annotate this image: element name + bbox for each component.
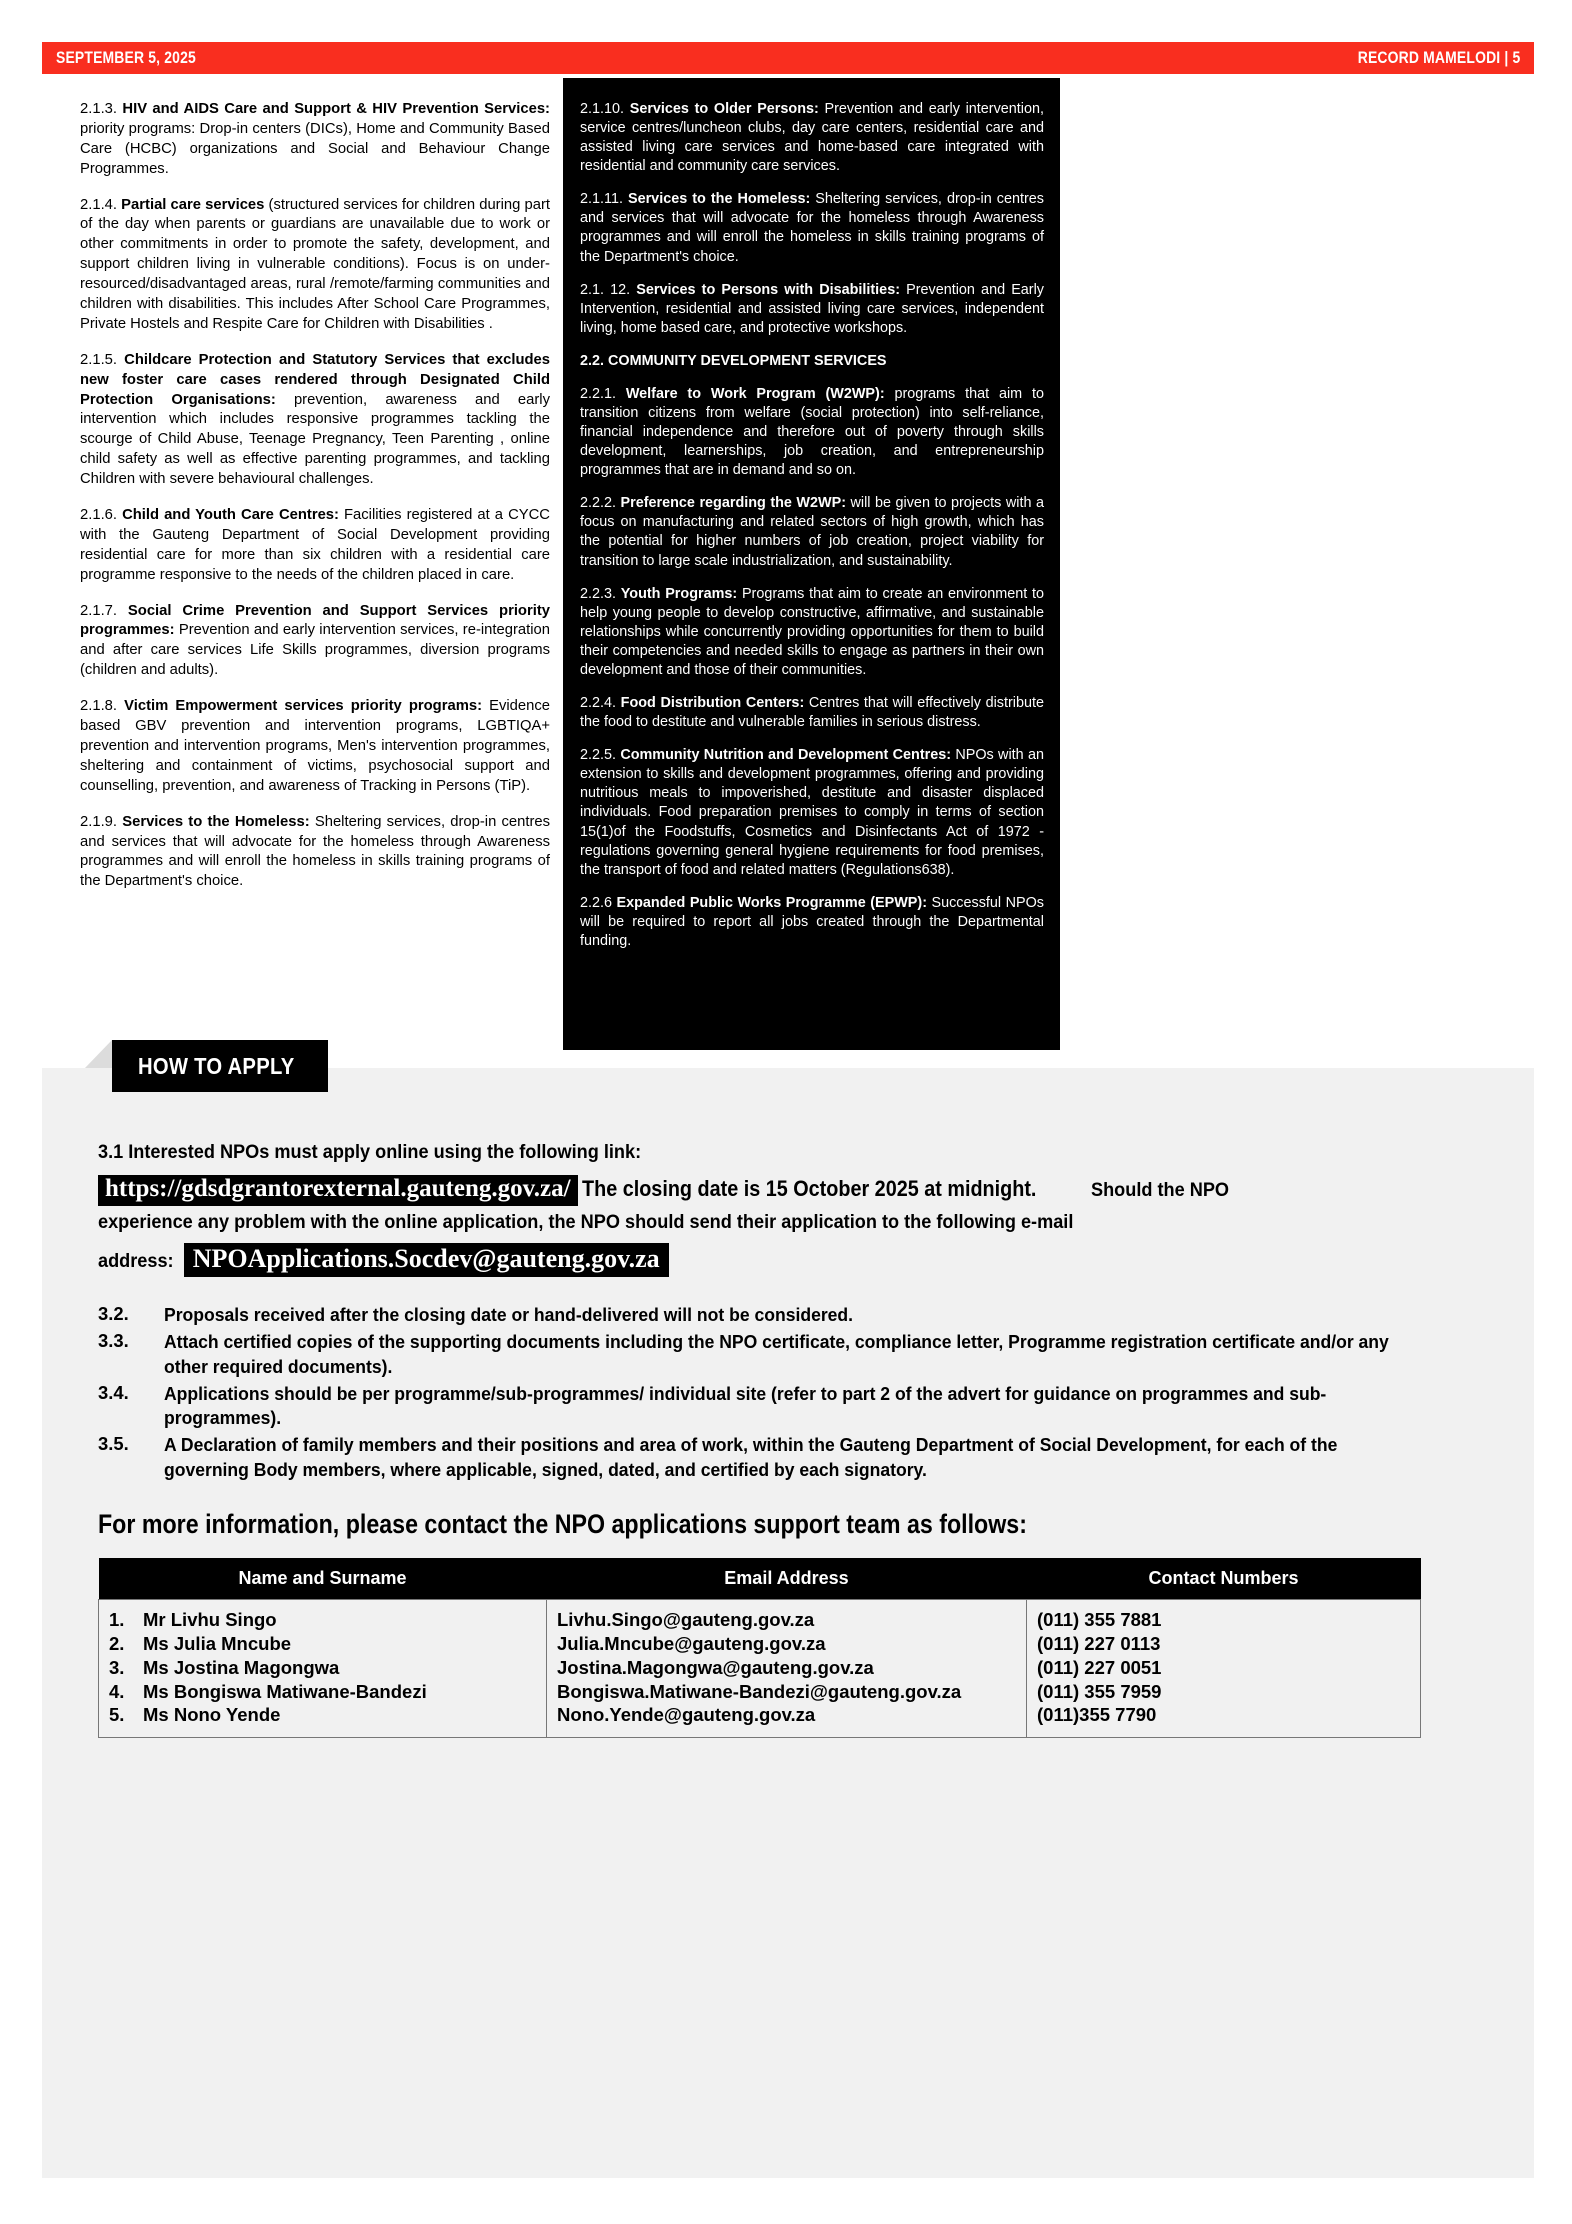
contact-phone: (011) 227 0051 [1037, 1656, 1162, 1678]
contact-row-number: 3. [109, 1656, 125, 1678]
paragraph-heading: Community Nutrition and Development Centres: [620, 747, 952, 764]
contact-email[interactable]: Julia.Mncube@gauteng.gov.za [557, 1632, 826, 1654]
paragraph-body: programs that aim to transition citizens from welfare (social protection) into self-reliance, financial independence and therefore out of poverty through skills development, learnerships, job creation, and entrepreneurship programmes that are in demand and so on. [580, 385, 1044, 479]
right-column [563, 78, 1060, 1050]
paragraph-heading: Services to Older Persons: [629, 101, 819, 117]
paragraph-heading: Social Crime Prevention and Support Services priority programmes: [80, 602, 550, 639]
paragraph-heading: Welfare to Work Program (W2WP): [625, 385, 885, 402]
paragraph-heading: Expanded Public Works Programme (EPWP): [616, 894, 927, 911]
advert-paragraph [80, 506, 550, 586]
advert-paragraph [80, 351, 550, 490]
paragraph-number: 2.2.2. [580, 495, 621, 512]
contact-row-number: 4. [109, 1680, 125, 1702]
advert-paragraph [80, 697, 550, 796]
list-item-index: 3.4. [98, 1381, 129, 1403]
page-fold-decoration [85, 1040, 112, 1068]
contacts-table [98, 1558, 1421, 1738]
paragraph-body: Prevention and early intervention services, re-integration and after care services Life Skills programmes, diversion programs (children and adults). [80, 622, 550, 679]
paragraph-number: 2.1.5. [80, 351, 125, 368]
list-item [98, 1433, 1478, 1483]
apply-intro: 3.1 Interested NPOs must apply online using the following link: [98, 1141, 642, 1163]
contact-email[interactable]: Bongiswa.Matiwane-Bandezi@gauteng.gov.za [557, 1680, 962, 1702]
contact-row-number: 2. [109, 1632, 125, 1654]
paragraph-heading: Child and Youth Care Centres: [122, 507, 339, 524]
paragraph-number: 2.1.8. [80, 698, 125, 715]
apply-conditions-list [98, 1303, 1478, 1483]
how-to-apply-label: HOW TO APPLY [138, 1052, 295, 1079]
list-item-text: Proposals received after the closing date or hand-delivered will not be considered. [164, 1304, 854, 1326]
advert-paragraph [80, 100, 550, 180]
advert-paragraph [580, 694, 1044, 732]
paragraph-number: 2.1. 12. [580, 281, 637, 298]
left-column [80, 100, 550, 908]
contacts-table-body [99, 1599, 1421, 1737]
contact-phone: (011) 355 7959 [1037, 1680, 1162, 1702]
list-item-index: 3.2. [98, 1303, 129, 1325]
contact-phone: (011)355 7790 [1037, 1704, 1157, 1726]
paragraph-heading: Services to Persons with Disabilities: [636, 281, 900, 298]
contact-name: Ms Jostina Magongwa [143, 1656, 340, 1678]
list-item-index: 3.5. [98, 1433, 129, 1455]
advert-paragraph [580, 746, 1044, 880]
contact-phone: (011) 355 7881 [1037, 1608, 1162, 1630]
advert-body [42, 78, 1534, 2178]
paragraph-number: 2.2.1. [580, 385, 626, 402]
list-item-text: A Declaration of family members and their positions and area of work, within the Gauteng Department of Social Development, for each of the governing Body members, where applicable, signed, dated, and certified by each signatory. [164, 1434, 1338, 1481]
application-email[interactable]: NPOApplications.Socdev@gauteng.gov.za [184, 1243, 669, 1277]
paragraph-number: 2.1.7. [80, 602, 128, 619]
contact-email[interactable]: Nono.Yende@gauteng.gov.za [557, 1704, 816, 1726]
paragraph-number: 2.1.6. [80, 507, 123, 524]
section-title: 2.2. COMMUNITY DEVELOPMENT SERVICES [580, 352, 887, 369]
paragraph-body: NPOs with an extension to skills and development programmes, offering and providing nutritious meals to impoverished, destitute and disaster displaced individuals. Food preparation premises to comply in terms of section 15(1)of the Foodstuffs, Cosmetics and Disinfectants Act of 1972 - regulations governing general hygiene requirements for food premises, the transport of food and related matters (Regulations638). [580, 747, 1044, 878]
paragraph-body: priority programs: Drop-in centers (DICs), Home and Community Based Care (HCBC) organizations and Social and Behaviour Change Programmes. [80, 120, 550, 177]
list-item [98, 1303, 1478, 1328]
paragraph-number: 2.1.11. [580, 191, 628, 208]
contact-name: Ms Julia Mncube [143, 1632, 292, 1654]
paragraph-number: 2.1.9. [80, 813, 123, 830]
contact-row-number: 5. [109, 1704, 125, 1726]
paragraph-number: 2.1.10. [580, 101, 630, 117]
paragraph-body: Prevention and early intervention, service centres/luncheon clubs, day care centers, residential care and assisted living care services and home-based care integrated with residential and community care services. [580, 101, 1044, 175]
after-closing-text: Should the NPO [1091, 1179, 1230, 1202]
contact-name-line [109, 1608, 536, 1632]
paragraph-body: prevention, awareness and early intervention which includes responsive programmes tackling the scourge of Child Abuse, Teenage Pregnancy, Teen Parenting , online child safety as well as effective parenting programmes, and tackling Children with severe behavioural challenges. [80, 391, 550, 488]
advert-paragraph [80, 602, 550, 682]
paragraph-heading: Food Distribution Centers: [620, 695, 805, 712]
table-row [99, 1599, 1421, 1737]
contact-name: Mr Livhu Singo [143, 1608, 277, 1630]
advert-paragraph [580, 494, 1044, 570]
column-header-email: Email Address [547, 1558, 1027, 1600]
advert-paragraph [580, 894, 1044, 951]
contacts-phones-cell [1027, 1599, 1421, 1737]
advert-paragraph [580, 281, 1044, 338]
contacts-table-header-row [99, 1558, 1421, 1600]
contact-email[interactable]: Livhu.Singo@gauteng.gov.za [557, 1608, 815, 1630]
advert-paragraph [580, 385, 1044, 480]
paragraph-number: 2.2.5. [580, 747, 621, 764]
paragraph-number: 2.2.6 [580, 894, 617, 911]
contacts-emails-cell [547, 1599, 1027, 1737]
paragraph-body: Evidence based GBV prevention and intervention programs, LGBTIQA+ prevention and intervention programs, Men's intervention programmes, sheltering and containment of victims, psychosocial support and counselling, prevention, and awareness of Tracking in Persons (TiP). [80, 698, 550, 794]
advert-paragraph [580, 100, 1044, 176]
paragraph-body: will be given to projects with a focus on manufacturing and related sectors of high growth, which has the potential for higher numbers of job creation, project viability for transition to large scale industrialization, and sustainability. [580, 495, 1044, 569]
masthead-bar [42, 42, 1534, 74]
apply-continuation: experience any problem with the online application, the NPO should send their application to the following e-mail [98, 1210, 1074, 1233]
paragraph-number: 2.2.4. [580, 695, 621, 712]
contact-row-number: 1. [109, 1608, 125, 1630]
contact-heading: For more information, please contact the NPO applications support team as follows: [98, 1508, 1027, 1539]
list-item-index: 3.3. [98, 1329, 129, 1351]
paragraph-body: Facilities registered at a CYCC with the Gauteng Department of Social Development providing residential care for more than six children with a residential care programme responsive to the needs of the children placed in care. [80, 507, 550, 583]
paragraph-heading: HIV and AIDS Care and Support & HIV Prevention Services: [122, 101, 550, 117]
application-link[interactable]: https://gdsdgrantorexternal.gauteng.gov.za/ [98, 1175, 578, 1206]
paragraph-heading: Youth Programs: [620, 585, 738, 602]
paragraph-heading: Services to the Homeless: [122, 813, 310, 830]
column-header-phone: Contact Numbers [1027, 1558, 1421, 1600]
contact-name-line [109, 1656, 536, 1680]
contact-name-line [109, 1632, 536, 1656]
paragraph-heading: Childcare Protection and Statutory Services that excludes new foster care cases rendered through Designated Child Protection Organisations: [80, 351, 550, 408]
apply-body [42, 1068, 1534, 1738]
paragraph-heading: Victim Empowerment services priority programs: [124, 698, 483, 715]
advert-paragraph [80, 196, 550, 335]
advert-paragraph [580, 190, 1044, 266]
contact-phone: (011) 227 0113 [1037, 1632, 1161, 1654]
advert-paragraph [80, 813, 550, 893]
contact-email[interactable]: Jostina.Magongwa@gauteng.gov.za [557, 1656, 874, 1678]
paragraph-heading: Partial care services [121, 196, 265, 213]
two-column-area [42, 78, 1534, 1050]
paragraph-body: (structured services for children during part of the day when parents or guardians are unavailable due to work or other commitments in order to promote the safety, development, and support children living in vulnerable conditions). Focus is on under-resourced/disadvantaged areas, rural /remote/farming communities and children with disabilities. This includes After School Care Programmes, Private Hostels and Respite Care for Children with Disabilities . [80, 196, 550, 332]
advert-paragraph [580, 585, 1044, 680]
paragraph-heading: Preference regarding the W2WP: [620, 495, 846, 512]
list-item [98, 1382, 1478, 1432]
closing-date-text: The closing date is 15 October 2025 at midnight. [581, 1176, 1037, 1202]
paragraph-body: Sheltering services, drop-in centres and services that will advocate for the homeless through Awareness programmes and will enroll the homeless in skills training programs of the Department's choice. [80, 813, 551, 890]
column-header-name: Name and Surname [99, 1558, 547, 1600]
contact-name-line [109, 1680, 536, 1704]
masthead-date: SEPTEMBER 5, 2025 [56, 48, 196, 67]
paragraph-body: Programs that aim to create an environment to help young people to develop constructive, affirmative, and sustainable relationships while concurrently providing opportunities for them to build their competencies and needed skills to engage as partners in their own development and those of their communities. [580, 585, 1044, 678]
list-item-text: Attach certified copies of the supporting documents including the NPO certificate, compliance letter, Programme registration certificate and/or any other required documents). [164, 1330, 1389, 1377]
contact-name: Ms Nono Yende [143, 1704, 281, 1726]
paragraph-body: Successful NPOs will be required to report all jobs created through the Departmental funding. [580, 894, 1044, 949]
how-to-apply-section [42, 1052, 1534, 2178]
paragraph-body: Sheltering services, drop-in centres and services that will advocate for the homeless through Awareness programmes and will enroll the homeless in skills training programs of the Department's choice. [580, 191, 1044, 265]
contact-name: Ms Bongiswa Matiwane-Bandezi [143, 1680, 427, 1702]
contact-name-line [109, 1703, 536, 1727]
paragraph-body: Prevention and Early Intervention, residential and assisted living care services, independent living, home based care, and protective workshops. [580, 281, 1044, 336]
paragraph-number: 2.2.3. [580, 585, 621, 602]
contacts-names-cell [99, 1599, 547, 1737]
paragraph-number: 2.1.4. [80, 196, 122, 213]
list-item [98, 1330, 1478, 1380]
masthead-publication: RECORD MAMELODI | 5 [1357, 48, 1520, 67]
address-label: address: [98, 1250, 174, 1272]
paragraph-number: 2.1.3. [80, 101, 123, 117]
list-item-text: Applications should be per programme/sub-programmes/ individual site (refer to part 2 of the advert for guidance on programmes and sub-programmes). [164, 1382, 1327, 1429]
paragraph-body: Centres that will effectively distribute the food to destitute and vulnerable families in serious distress. [580, 695, 1044, 731]
paragraph-heading: Services to the Homeless: [627, 191, 811, 208]
